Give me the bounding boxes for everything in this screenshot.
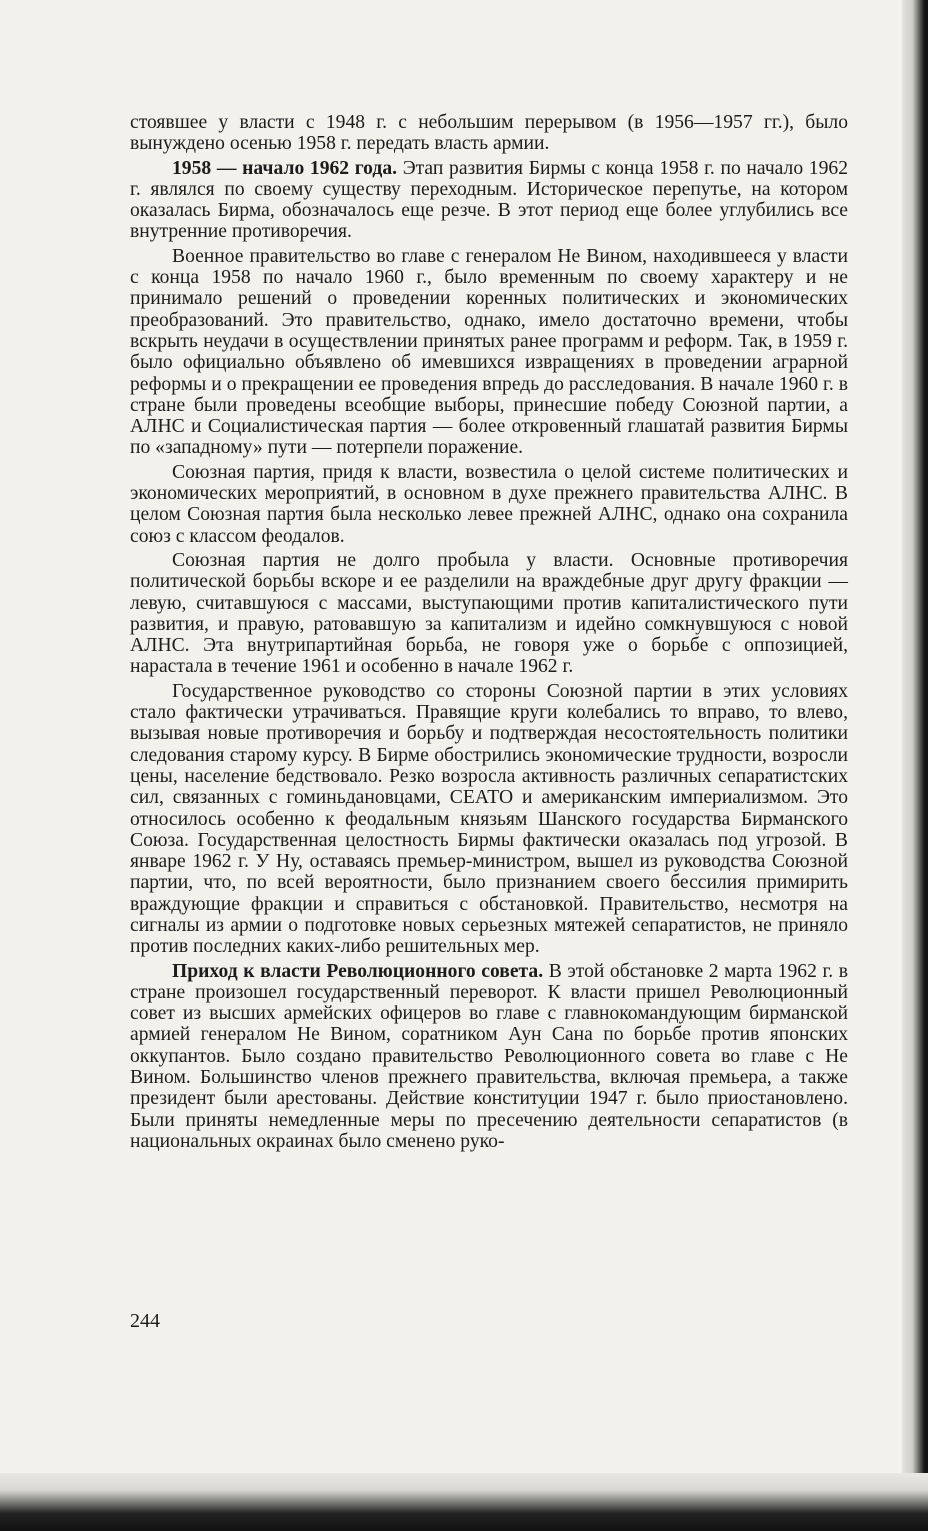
paragraph-5-text: Союзная партия не долго пробыла у власти. Основные противоречия политической борьбы вскоре и ее разделили на враждебные друг другу фракции — левую, считавшуюся с массами, выступающими против капиталистического пути развития, и правую, ратовавшую за капитализм и идейно сомкнувшуюся с новой АЛНС. Эта внутрипартийная борьба, не говоря уже о борьбе с оппозицией, нарастала в течение 1961 и особенно в начале 1962 г. [130,549,848,678]
paragraph-4-text: Союзная партия, придя к власти, возвестила о целой системе политических и экономических мероприятий, в основном в духе прежнего правительства АЛНС. В целом Союзная партия была несколько левее прежней АЛНС, однако она сохранила союз с классом феодалов. [130,461,848,547]
page-body [130,112,848,1152]
section-heading-1958-1962: 1958 — начало 1962 года. [172,157,398,179]
paragraph-4 [130,462,848,547]
page-number: 244 [130,1310,160,1332]
section-heading-revolutionary-council: Приход к власти Революционного совета. [172,960,544,982]
scan-edge-bottom [0,1473,928,1531]
paragraph-6-text: Государственное руководство со стороны Союзной партии в этих условиях стало фактически утрачиваться. Правящие круги колебались то вправо, то влево, вызывая новые противоречия и борьбу и подтверждая несостоятельность политики следования старому курсу. В Бирме обострились экономические трудности, возросли цены, население бедствовало. Резко возросла активность различных сепаратистских сил, связанных с гоминьдановцами, СЕАТО и американским империализмом. Это относилось особенно к феодальным князьям Шанского государства Бирманского Союза. Государственная целостность Бирмы фактически оказалась под угрозой. В январе 1962 г. У Ну, оставаясь премьер-министром, вышел из руководства Союзной партии, что, по всей вероятности, было признанием своего бессилия примирить враждующие фракции и справиться с обстановкой. Правительство, несмотря на сигналы из армии о подготовке новых серьезных мятежей сепаратистов, не приняло против последних каких-либо решительных мер. [130,680,848,958]
paragraph-5 [130,550,848,678]
paragraph-1-text: стоявшее у власти с 1948 г. с небольшим перерывом (в 1956—1957 гг.), было вынуждено осенью 1958 г. передать власть армии. [130,112,848,155]
paragraph-3-text: Военное правительство во главе с генералом Не Вином, находившееся у власти с конца 1958 по начало 1960 г., было временным по своему характеру и не принимало решений о проведении коренных политических и экономических преобразований. Это правительство, однако, имело достаточно времени, чтобы вскрыть неудачи в осуществлении принятых ранее программ и реформ. Так, в 1959 г. было официально объявлено об имевшихся извращениях в проведении аграрной реформы и о прекращении ее проведения впредь до расследования. В начале 1960 г. в стране были проведены всеобщие выборы, принесшие победу Союзной партии, а АЛНС и Социалистическая партия — более откровенный глашатай развития Бирмы по «западному» пути — потерпели поражение. [130,245,848,459]
paragraph-3 [130,246,848,459]
paragraph-2 [130,158,848,243]
paragraph-7-text: В этой обстановке 2 марта 1962 г. в стране произошел государственный переворот. К власти пришел Революционный совет из высших армейских офицеров во главе с главнокомандующим бирманской армией генералом Не Вином, соратником Аун Сана по борьбе против японских оккупантов. Было создано правительство Революционного совета во главе с Не Вином. Большинство членов прежнего правительства, включая премьера, а также президент были арестованы. Действие конституции 1947 г. было приостановлено. Были приняты немедленные меры по пресечению деятельности сепаратистов (в национальных окраинах было сменено руко- [130,960,849,1152]
paragraph-7 [130,961,848,1153]
scan-edge-right [902,0,928,1480]
paragraph-1 [130,112,848,155]
paragraph-6 [130,681,848,958]
paragraph-2-text: Этап развития Бирмы с конца 1958 г. по начало 1962 г. являлся по своему существу переходным. Историческое перепутье, на котором оказалась Бирма, обозначалось еще резче. В этот период еще более углубились все внутренние противоречия. [130,157,848,243]
